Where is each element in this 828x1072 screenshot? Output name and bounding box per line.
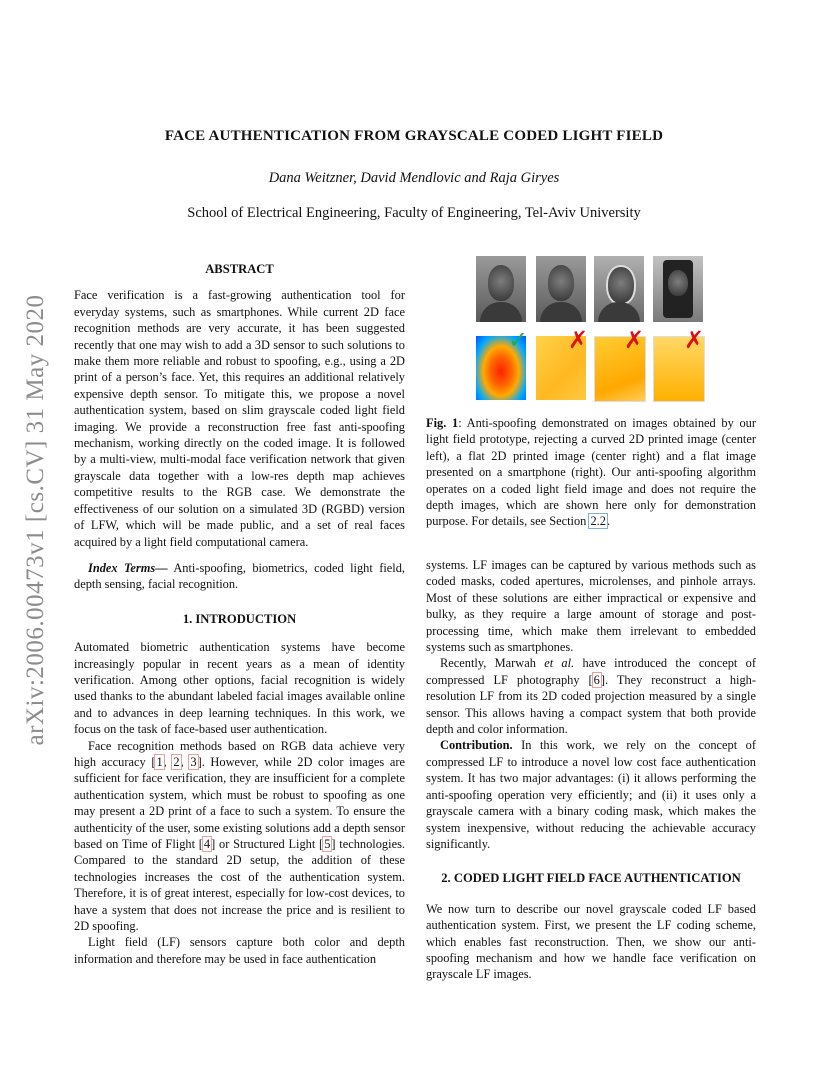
section-link[interactable]: 2.2: [590, 514, 606, 529]
face-image-flat-print: [594, 256, 644, 322]
introduction-heading: 1. INTRODUCTION: [182, 611, 297, 626]
intro-paragraph-3: Light field (LF) sensors capture both color and depth information and therefore may be used in face authentication: [74, 935, 405, 966]
face-image-genuine: [476, 256, 526, 322]
index-terms-label: Index Terms—: [88, 560, 168, 575]
intro-paragraph-2: Face recognition methods based on RGB data achieve very high accuracy [1, 2, 3]. However, while 2D color images are sufficient for face verification, they are insufficient for a complete authentication system, which must be robust to spoofing as one may present a 2D print of a face to such a system. To ensure the authenticity of the user, some existing solutions add a depth sensor based on Time of Flight [4] or Structured Light [5] technologies. Compared to the standard 2D setup, the addition of these technologies increases the cost of the authentication system. Therefore, it is of great interest, especially for low-cost devices, to have a system that does not increase the price and is resilient to 2D spoofing.: [74, 738, 405, 934]
reject-cross-icon: ✗: [684, 326, 705, 354]
contribution-paragraph: Contribution. In this work, we rely on the concept of compressed LF to introduce a novel low cost face authentication system. It has two major advantages: (i) it allows performing the anti-spoofing operation very efficiently; and (ii) it uses only a grayscale camera with a binary coding mask, which makes the system inexpensive, without reducing the achievable accuracy significantly.: [426, 738, 756, 851]
section-2-heading: 2. CODED LIGHT FIELD FACE AUTHENTICATION: [441, 871, 741, 886]
accept-check-icon: ✓: [508, 326, 529, 354]
reject-cross-icon: ✗: [624, 326, 645, 354]
figure-label: Fig. 1: [426, 416, 459, 430]
index-terms: [74, 560, 405, 593]
figure-1-caption: Fig. 1: Anti-spoofing demonstrated on images obtained by our light field prototype, rejecting a curved 2D printed image (center left), a flat 2D printed image (center right) and a flat image presented on a smartphone (right). Our anti-spoofing algorithm operates on a coded light field image and does not require the depth images, which are shown here only for demonstration purpose. For details, see Section 2.2.: [426, 416, 756, 529]
right-paragraph-1: systems. LF images can be captured by various methods such as coded masks, coded apertures, microlenses, and pinhole arrays. Most of these solutions are either impractical or expensive and bulky, as they require a large amount of storage and post-processing time, which make them irrelevant to embedded systems such as smartphones.: [426, 558, 756, 655]
paper-authors: Dana Weitzner, David Mendlovic and Raja Giryes: [268, 170, 560, 186]
figure-1: [472, 256, 706, 402]
abstract-text: Face verification is a fast-growing authentication tool for everyday systems, such as smartphones. While current 2D face recognition methods are very accurate, it has been suggested recently that one may wish to add a 3D sensor to such solutions to make them more reliable and robust to spoofing, e.g., using a 2D print of a person’s face. Yet, this requires an additional relatively expensive depth sensor. To mitigate this, we propose a novel authentication system, based on slim grayscale coded light field imaging. We provide a reconstruction free fast anti-spoofing mechanism, working directly on the coded image. It is followed by a multi-view, multi-modal face verification network that given grayscale data together with a low-res depth map achieves competitive results to the RGB case. We demonstrate the effectiveness of our solution on a simulated 3D (RGBD) version of LFW, which will be made public, and a set of real faces acquired by a light field computational camera.: [74, 288, 405, 549]
intro-paragraph-1: Automated biometric authentication systems have become increasingly popular in recent years as a mean of identity verification. Among other options, facial recognition is widely used thanks to the abundant labeled facial images available online and to advances in deep learning techniques. In this work, we focus on the task of face-based user authentication.: [74, 640, 405, 737]
citation-link[interactable]: 1: [156, 754, 163, 769]
left-column: [74, 261, 405, 967]
right-paragraph-2: Recently, Marwah et al. have introduced the concept of compressed LF photography [6]. They reconstruct a high-resolution LF from its 2D coded projection measured by a single sensor. This allows having a compact system that both provide depth and color information.: [426, 656, 756, 737]
face-image-smartphone: [653, 256, 703, 322]
paper-title: FACE AUTHENTICATION FROM GRAYSCALE CODED LIGHT FIELD: [164, 128, 664, 144]
right-column: [426, 557, 756, 983]
reject-cross-icon: ✗: [568, 326, 589, 354]
index-terms-text: Anti-spoofing, biometrics, coded light field, depth sensing, facial recognition.: [74, 560, 405, 592]
arxiv-side-label: arXiv:2006.00473v1 [cs.CV] 31 May 2020: [22, 294, 49, 746]
citation-link[interactable]: 5: [324, 837, 331, 851]
right-paragraph-4: We now turn to describe our novel grayscale coded LF based authentication system. First, we present the LF coding scheme, which enables fast reconstruction. Then, we show our anti-spoofing mechanism and how we handle face verification on grayscale LF images.: [426, 901, 756, 982]
citation-link[interactable]: 4: [203, 837, 211, 851]
face-image-curved-print: [536, 256, 586, 322]
abstract-heading: ABSTRACT: [205, 262, 274, 276]
citation-link[interactable]: 3: [190, 754, 197, 769]
citation-link[interactable]: 2: [173, 754, 180, 769]
citation-link[interactable]: 6: [593, 672, 600, 687]
paper-affiliation: School of Electrical Engineering, Faculty of Engineering, Tel-Aviv University: [187, 205, 641, 221]
